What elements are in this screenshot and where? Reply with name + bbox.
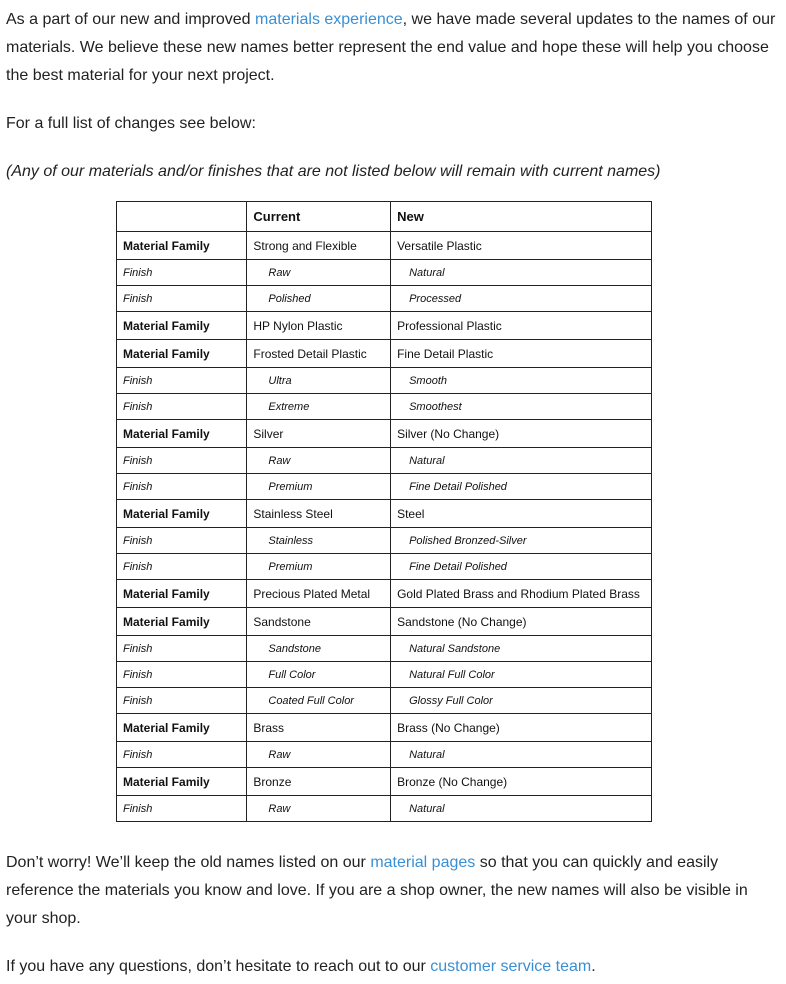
questions-paragraph: [6, 953, 781, 981]
new-name-cell: Natural Sandstone: [391, 636, 652, 662]
material-family-label: Material Family: [117, 420, 247, 448]
current-name-cell: Full Color: [247, 662, 391, 688]
finish-row: [117, 368, 652, 394]
current-name-cell: Polished: [247, 286, 391, 312]
finish-label: Finish: [117, 528, 247, 554]
current-name-cell: Silver: [247, 420, 391, 448]
finish-row: [117, 688, 652, 714]
material-family-row: [117, 500, 652, 528]
worry-text-end: so that you can quickly and easily reference the materials you know and love. If you are a shop owner, the new names will also be visible in your shop.: [6, 854, 748, 927]
intro-text-end: , we have made several updates to the names of our materials. We believe these new names better represent the end value and hope these will help you choose the best material for your next project.: [6, 11, 776, 84]
materials-experience-link[interactable]: materials experience: [255, 11, 403, 28]
finish-row: [117, 394, 652, 420]
finish-label: Finish: [117, 286, 247, 312]
current-name-cell: Bronze: [247, 768, 391, 796]
header-cell-label: [117, 202, 247, 232]
finish-row: [117, 260, 652, 286]
new-name-cell: Professional Plastic: [391, 312, 652, 340]
header-cell-current: Current: [247, 202, 391, 232]
current-name-cell: HP Nylon Plastic: [247, 312, 391, 340]
finish-label: Finish: [117, 368, 247, 394]
new-name-cell: Gold Plated Brass and Rhodium Plated Brass: [391, 580, 652, 608]
new-name-cell: Natural Full Color: [391, 662, 652, 688]
new-name-cell: Smoothest: [391, 394, 652, 420]
worry-paragraph: [6, 849, 781, 933]
current-name-cell: Ultra: [247, 368, 391, 394]
finish-label: Finish: [117, 260, 247, 286]
customer-service-link[interactable]: customer service team: [430, 958, 592, 975]
current-name-cell: Raw: [247, 796, 391, 822]
finish-row: [117, 448, 652, 474]
new-name-cell: Natural: [391, 796, 652, 822]
current-name-cell: Precious Plated Metal: [247, 580, 391, 608]
new-name-cell: Processed: [391, 286, 652, 312]
material-family-label: Material Family: [117, 312, 247, 340]
new-name-cell: Fine Detail Plastic: [391, 340, 652, 368]
material-family-label: Material Family: [117, 232, 247, 260]
closing-section: [6, 849, 781, 981]
current-name-cell: Strong and Flexible: [247, 232, 391, 260]
new-name-cell: Bronze (No Change): [391, 768, 652, 796]
finish-row: [117, 636, 652, 662]
current-name-cell: Premium: [247, 554, 391, 580]
current-name-cell: Sandstone: [247, 608, 391, 636]
current-name-cell: Sandstone: [247, 636, 391, 662]
finish-label: Finish: [117, 448, 247, 474]
finish-row: [117, 528, 652, 554]
finish-label: Finish: [117, 636, 247, 662]
current-name-cell: Raw: [247, 448, 391, 474]
article-body: [6, 6, 781, 206]
new-name-cell: Natural: [391, 260, 652, 286]
new-name-cell: Silver (No Change): [391, 420, 652, 448]
new-name-cell: Polished Bronzed-Silver: [391, 528, 652, 554]
material-pages-link[interactable]: material pages: [370, 854, 476, 871]
new-name-cell: Smooth: [391, 368, 652, 394]
material-family-row: [117, 340, 652, 368]
header-cell-new: New: [391, 202, 652, 232]
finish-label: Finish: [117, 474, 247, 500]
material-family-row: [117, 580, 652, 608]
current-name-cell: Coated Full Color: [247, 688, 391, 714]
note-paragraph: (Any of our materials and/or finishes that are not listed below will remain with current names): [6, 163, 661, 180]
new-name-cell: Natural: [391, 448, 652, 474]
new-name-cell: Versatile Plastic: [391, 232, 652, 260]
current-name-cell: Stainless Steel: [247, 500, 391, 528]
new-name-cell: Fine Detail Polished: [391, 474, 652, 500]
finish-label: Finish: [117, 688, 247, 714]
questions-text-start: If you have any questions, don’t hesitate to reach out to our: [6, 958, 431, 975]
finish-row: [117, 662, 652, 688]
table-body: [117, 202, 652, 822]
new-name-cell: Sandstone (No Change): [391, 608, 652, 636]
new-name-cell: Steel: [391, 500, 652, 528]
finish-row: [117, 796, 652, 822]
table-header-row: [117, 202, 652, 232]
material-family-row: [117, 420, 652, 448]
current-name-cell: Extreme: [247, 394, 391, 420]
current-name-cell: Brass: [247, 714, 391, 742]
finish-label: Finish: [117, 554, 247, 580]
material-family-label: Material Family: [117, 714, 247, 742]
finish-label: Finish: [117, 662, 247, 688]
material-family-row: [117, 232, 652, 260]
finish-row: [117, 742, 652, 768]
finish-row: [117, 286, 652, 312]
current-name-cell: Raw: [247, 260, 391, 286]
intro-paragraph: [6, 6, 781, 90]
current-name-cell: Premium: [247, 474, 391, 500]
material-family-row: [117, 608, 652, 636]
material-family-label: Material Family: [117, 580, 247, 608]
intro-text-start: As a part of our new and improved: [6, 11, 256, 28]
finish-label: Finish: [117, 796, 247, 822]
finish-label: Finish: [117, 394, 247, 420]
material-family-label: Material Family: [117, 340, 247, 368]
worry-text-start: Don’t worry! We’ll keep the old names listed on our: [6, 854, 371, 871]
questions-text-end: .: [591, 958, 596, 975]
material-family-label: Material Family: [117, 500, 247, 528]
new-name-cell: Natural: [391, 742, 652, 768]
material-changes-table: [116, 201, 652, 822]
material-family-row: [117, 312, 652, 340]
new-name-cell: Fine Detail Polished: [391, 554, 652, 580]
material-family-row: [117, 768, 652, 796]
current-name-cell: Frosted Detail Plastic: [247, 340, 391, 368]
finish-row: [117, 474, 652, 500]
finish-row: [117, 554, 652, 580]
full-list-paragraph: For a full list of changes see below:: [6, 115, 256, 132]
material-family-row: [117, 714, 652, 742]
material-family-label: Material Family: [117, 768, 247, 796]
material-family-label: Material Family: [117, 608, 247, 636]
current-name-cell: Raw: [247, 742, 391, 768]
finish-label: Finish: [117, 742, 247, 768]
current-name-cell: Stainless: [247, 528, 391, 554]
new-name-cell: Brass (No Change): [391, 714, 652, 742]
new-name-cell: Glossy Full Color: [391, 688, 652, 714]
